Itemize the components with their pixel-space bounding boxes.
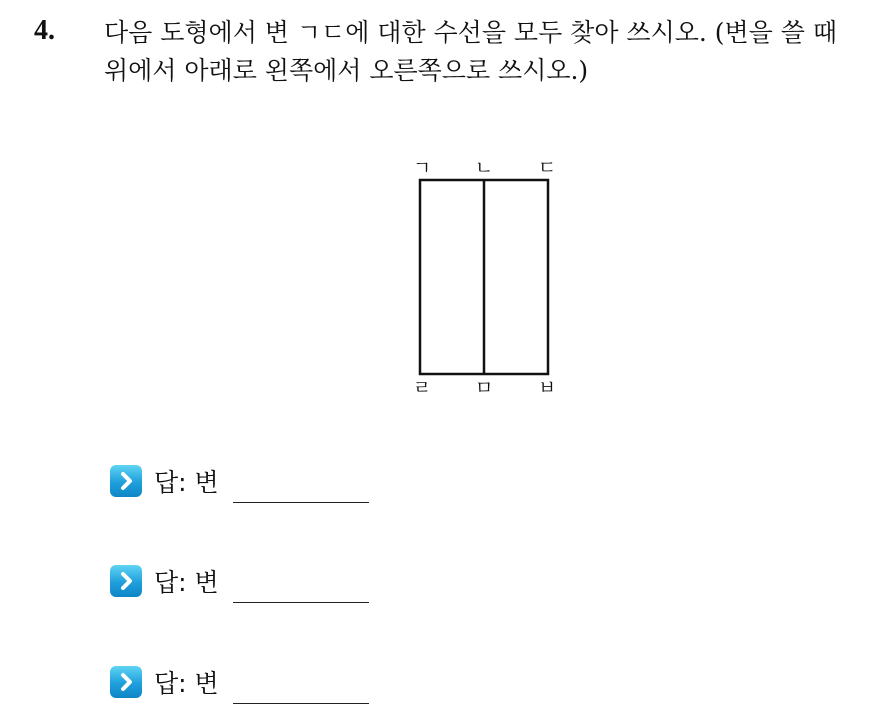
figure-svg [395,148,575,403]
question-line-1: 다음 도형에서 변 ㄱㄷ에 대한 수선을 모두 찾아 쓰시오. (변을 쓸 때 [104,18,838,47]
vertex-label-top-middle: ㄴ [474,157,494,179]
vertex-label-bottom-middle: ㅁ [474,377,494,399]
question-number: 4. [34,15,55,46]
question-line-2: 위에서 아래로 왼쪽에서 오른쪽으로 쓰시오.) [104,56,589,85]
answer-label: 답: 변 [154,468,219,497]
answer-blank-3[interactable] [233,673,369,704]
answer-row-1 [110,461,369,501]
vertex-label-bottom-left: ㄹ [412,377,432,399]
answer-blank-1[interactable] [233,472,369,503]
chevron-right-icon [110,666,142,698]
rectangle-figure [395,148,575,403]
answer-label: 답: 변 [154,568,219,597]
answer-row-2 [110,561,369,601]
vertex-label-top-left: ㄱ [412,157,432,179]
answer-row-3 [110,662,369,702]
vertex-label-bottom-right: ㅂ [537,377,557,399]
chevron-right-icon [110,565,142,597]
question-text [104,14,874,90]
answer-label: 답: 변 [154,669,219,698]
answer-blank-2[interactable] [233,572,369,603]
chevron-right-icon [110,465,142,497]
vertex-label-top-right: ㄷ [537,157,557,179]
